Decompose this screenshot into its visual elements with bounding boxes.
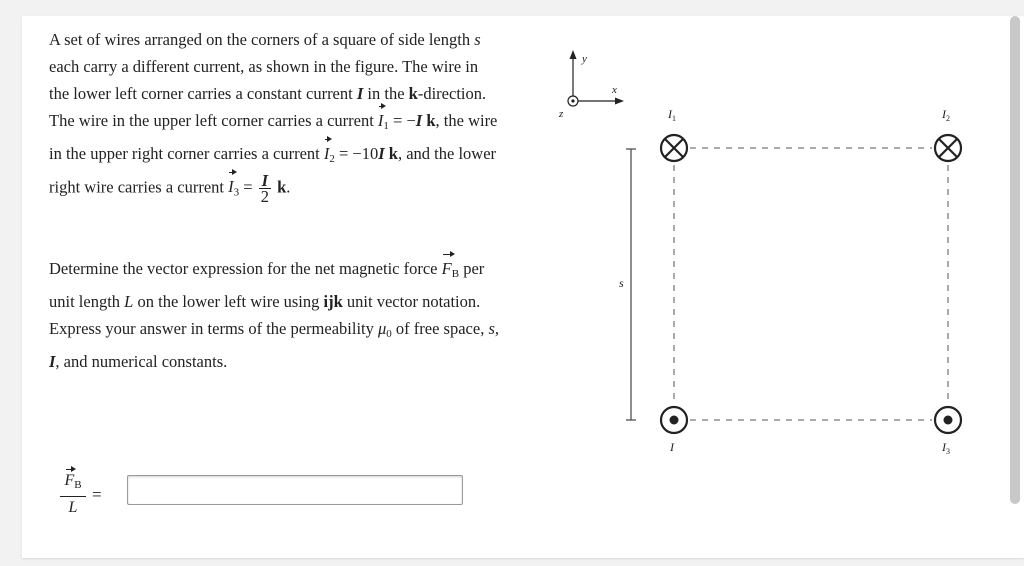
vector-I1: I xyxy=(378,107,384,134)
problem-statement xyxy=(49,26,499,375)
axis-label-x: x xyxy=(612,84,617,96)
equals-sign: = xyxy=(92,485,102,504)
vector-I2: I xyxy=(324,140,330,167)
label-I: I xyxy=(670,440,674,454)
label-I3: $I_3$ xyxy=(942,440,950,456)
label-I2: $I_2$ xyxy=(942,107,950,123)
axis-label-y: y xyxy=(582,53,587,65)
answer-input[interactable] xyxy=(127,475,463,505)
vector-FB: F xyxy=(442,255,452,282)
answer-label-fraction: $F_B$ L xyxy=(60,471,86,517)
fraction-I-over-2: $\frac{I}{2}$ xyxy=(260,171,269,206)
problem-paragraph-1: A set of wires arranged on the corners of a square of side length s each carry a different current, as shown in the figure. The wire in the lower left corner carries a constant current I in the k-direction. The wire in the upper left corner carries a current $I_1 = -I$ k, the wire in the upper right corner carries a current $I_2 = -10I$ k, and the lower right wire carries a current $I_3$ = $\frac{I}{2}$ k. xyxy=(49,30,498,206)
axis-label-z: z xyxy=(559,108,564,120)
scrollbar[interactable] xyxy=(1010,16,1020,504)
label-I1: $I_1$ xyxy=(668,107,676,123)
side-length-label: s xyxy=(619,276,624,290)
problem-paragraph-2: Determine the vector expression for the net magnetic force $F_B$ per unit length L on the lower left wire using ijk unit vector notation. Express your answer in terms of the permeability $\mu_0$ of free space, s, I, and numerical constants. xyxy=(49,255,499,375)
vector-I3: I xyxy=(228,173,234,200)
